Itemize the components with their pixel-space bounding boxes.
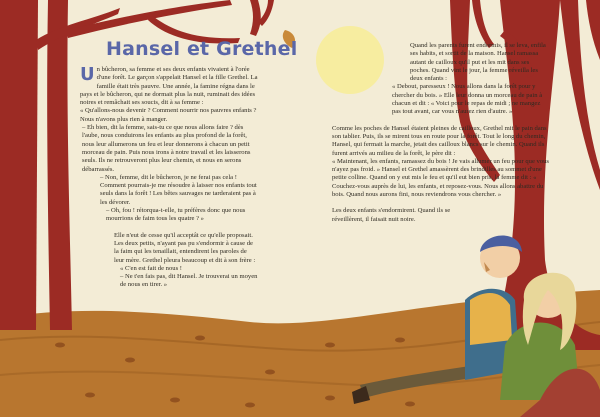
paragraph: « C'en est fait de nous ! <box>120 264 182 272</box>
paragraph-intro: Un bûcheron, sa femme et ses deux enfants vivaient à l'orée d'une forêt. Le garçon s'appelait Hansel et la fille Grethel. La famille était très pauvre. Une année, la famine régna dans le pays et le bûcheron, qui ne dormait plus la nuit, ruminait des idées noires et remâchait ses soucis, dit à sa femme : <box>80 64 258 107</box>
paragraph: – Ne t'en fais pas, dit Hansel. Je trouverai un moyen de nous en tirer. » <box>120 273 258 289</box>
paragraph: – Eh bien, dit la femme, sais-tu ce que nous allons faire ? dès l'aube, nous conduirons les enfants au plus profond de la forêt, nous leur allumerons un feu et leur donnerons à chacun un petit morceau de pain. Puis nous irons à notre travail et les laisserons seuls. Ils ne retrouveront plus leur chemin, et nous en serons débarrassés. <box>82 124 251 173</box>
paragraph: « Debout, paresseux ! Nous allons dans la forêt pour y chercher du bois. » Elle leur donna un morceau de pain à chacun et dit : « Voici pour le repas de midi ; ne mangez pas tout avant, car vous n'aurez rien d'autre. » <box>392 83 543 116</box>
paragraph: – Non, femme, dit le bûcheron, je ne ferai pas cela ! Comment pourrais-je me résoudre à laisser nos enfants tout seuls dans la forêt ! Les bêtes sauvages ne tarderaient pas à les dévorer. <box>100 173 257 206</box>
paragraph: Les deux enfants s'endormirent. Quand ils se réveillèrent, il faisait nuit noire. <box>332 207 451 223</box>
paragraph: « Qu'allons-nous devenir ? Comment nourrir nos pauvres enfants ? Nous n'avons plus rien à manger. <box>80 107 257 123</box>
paragraph: « Maintenant, les enfants, ramassez du bois ! Je vais allumer un feu pour que vous n'ayez pas froid. » Hansel et Grethel amassèrent des brindilles au sommet d'une petite colline. Quand on y eut mis le feu et qu'il eut bien pris, la femme dit : « Couchez-vous auprès de lui, les enfants, et reposez-vous. Nous allons abattre du bois. Quand nous aurons fini, nous reviendrons vous chercher. » <box>332 157 549 199</box>
paragraph: Quand les parents furent endormis, il se leva, enfila ses habits, et sortit de la maison. Hansel ramassa autant de cailloux qu'il put et les mit dans ses poches. Quand vint le jour, la femme réveilla les deux enfants : <box>410 42 546 83</box>
paragraph: – Oh, fou ! rétorqua-t-elle, tu préfères donc que nous mourrions de faim tous les quatre ? » <box>106 207 246 223</box>
right-column <box>332 42 550 224</box>
story-title: Hansel et Grethel <box>106 38 298 60</box>
paragraph: Elle n'eut de cesse qu'il acceptât ce qu'elle proposait. Les deux petits, n'ayant pas pu s'endormir à cause de la faim qui les tenaillait, entendirent les paroles de leur mère. Grethel pleura beaucoup et dit à son frère : <box>114 231 256 264</box>
drop-cap: U <box>80 64 95 85</box>
left-column <box>80 66 258 290</box>
paragraph: Comme les poches de Hansel étaient pleines de cailloux, Grethel mit le pain dans son tablier. Puis, ils se mirent tous en route pour la forêt. Tout le long du chemin, Hansel, qui fermait la marche, jetait des cailloux blancs sur le chemin. Quand ils furent arrivés au milieu de la forêt, le père dit : <box>332 124 547 157</box>
